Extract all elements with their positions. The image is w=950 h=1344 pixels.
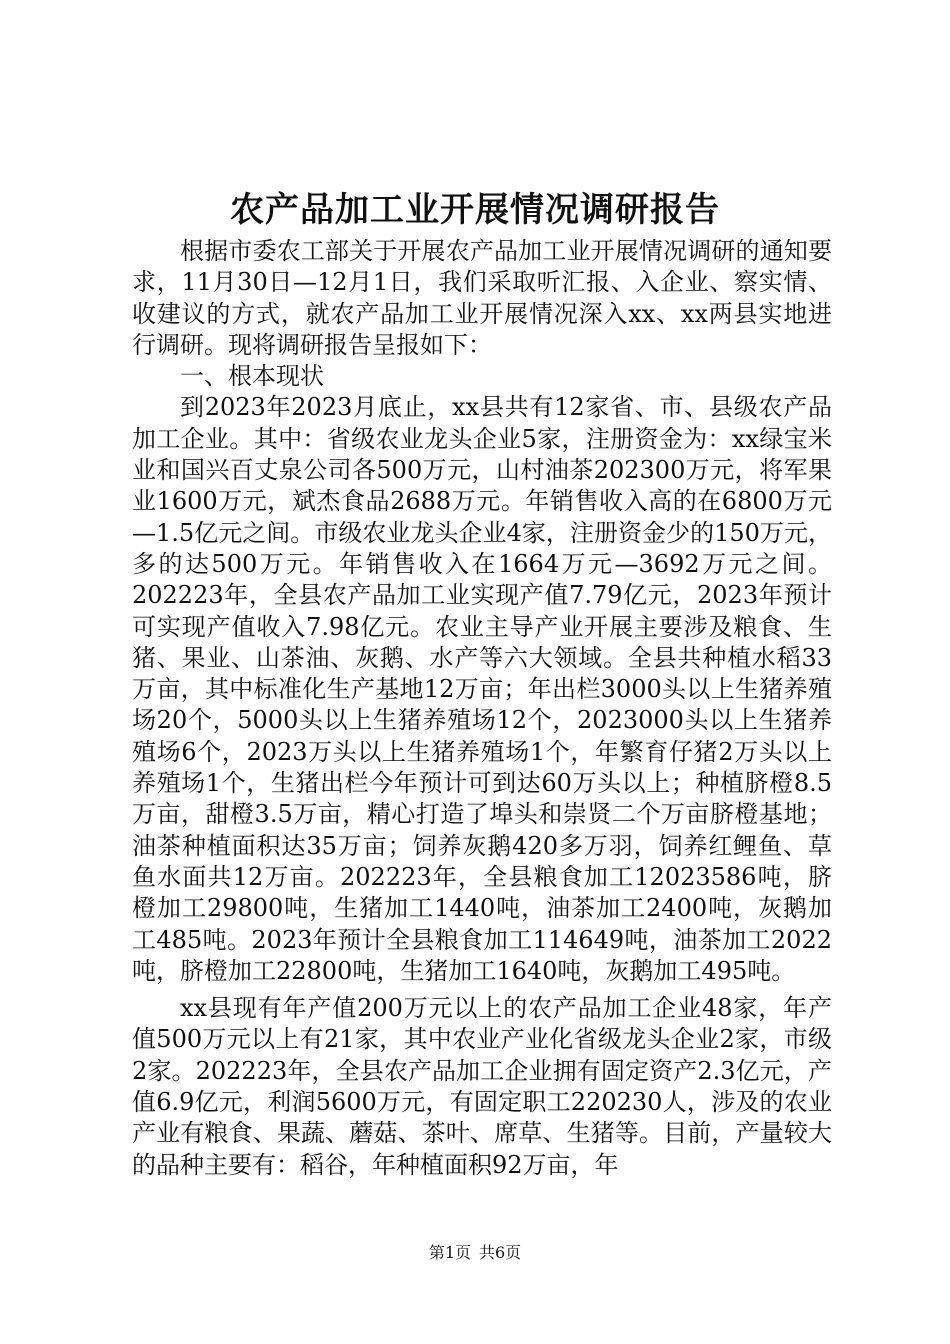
paragraph-county-one: 到2023年2023月底止，xx县共有12家省、市、县级农产品加工企业。其中：省级农业龙头企业5家，注册资金为：xx绿宝米业和国兴百丈泉公司各500万元，山村油茶202300万元，将军果业1600万元，斌杰食品2688万元。年销售收入高的在6800万元—1.5亿元之间。市级农业龙头企业4家，注册资金少的150万元，多的达500万元。年销售收入在1664万元—3692万元之间。202223年，全县农产品加工业实现产值7.79亿元，2023年预计可实现产值收入7.98亿元。农业主导产业开展主要涉及粮食、生猪、果业、山茶油、灰鹅、水产等六大领域。全县共种植水稻33万亩，其中标准化生产基地12万亩；年出栏3000头以上生猪养殖场20个，5000头以上生猪养殖场12个，2023000头以上生猪养殖场6个，2023万头以上生猪养殖场1个，年繁育仔猪2万头以上养殖场1个，生猪出栏今年预计可到达60万头以上；种植脐橙8.5万亩，甜橙3.5万亩，精心打造了埠头和崇贤二个万亩脐橙基地；油茶种植面积达35万亩；饲养灰鹅420多万羽，饲养红鲤鱼、草鱼水面共12万亩。202223年，全县粮食加工12023586吨，脐橙加工29800吨，生猪加工1440吨，油茶加工2400吨，灰鹅加工485吨。2023年预计全县粮食加工114649吨，油茶加工2022吨，脐橙加工22800吨，生猪加工1640吨，灰鹅加工495吨。 <box>132 393 832 985</box>
paragraph-county-two: xx县现有年产值200万元以上的农产品加工企业48家，年产值500万元以上有21家，其中农业产业化省级龙头企业2家，市级2家。202223年，全县农产品加工企业拥有固定资产2.3亿元，产值6.9亿元，利润5600万元，有固定职工220230人，涉及的农业产业有粮食、果蔬、蘑菇、茶叶、席草、生猪等。目前，产量较大的品种主要有：稻谷，年种植面积92万亩，年 <box>132 994 832 1179</box>
paragraph-intro: 根据市委农工部关于开展农产品加工业开展情况调研的通知要求，11月30日—12月1日，我们采取听汇报、入企业、察实情、收建议的方式，就农产品加工业开展情况深入xx、xx两县实地进行调研。现将调研报告呈报如下： <box>132 237 832 359</box>
document-body <box>132 236 832 1181</box>
section-heading: 一、根本现状 <box>180 362 324 391</box>
page-footer <box>0 1242 950 1264</box>
page-total: 共6页 <box>479 1243 522 1262</box>
page-number: 第1页 <box>428 1243 471 1262</box>
document-title: 农产品加工业开展情况调研报告 <box>230 190 720 230</box>
